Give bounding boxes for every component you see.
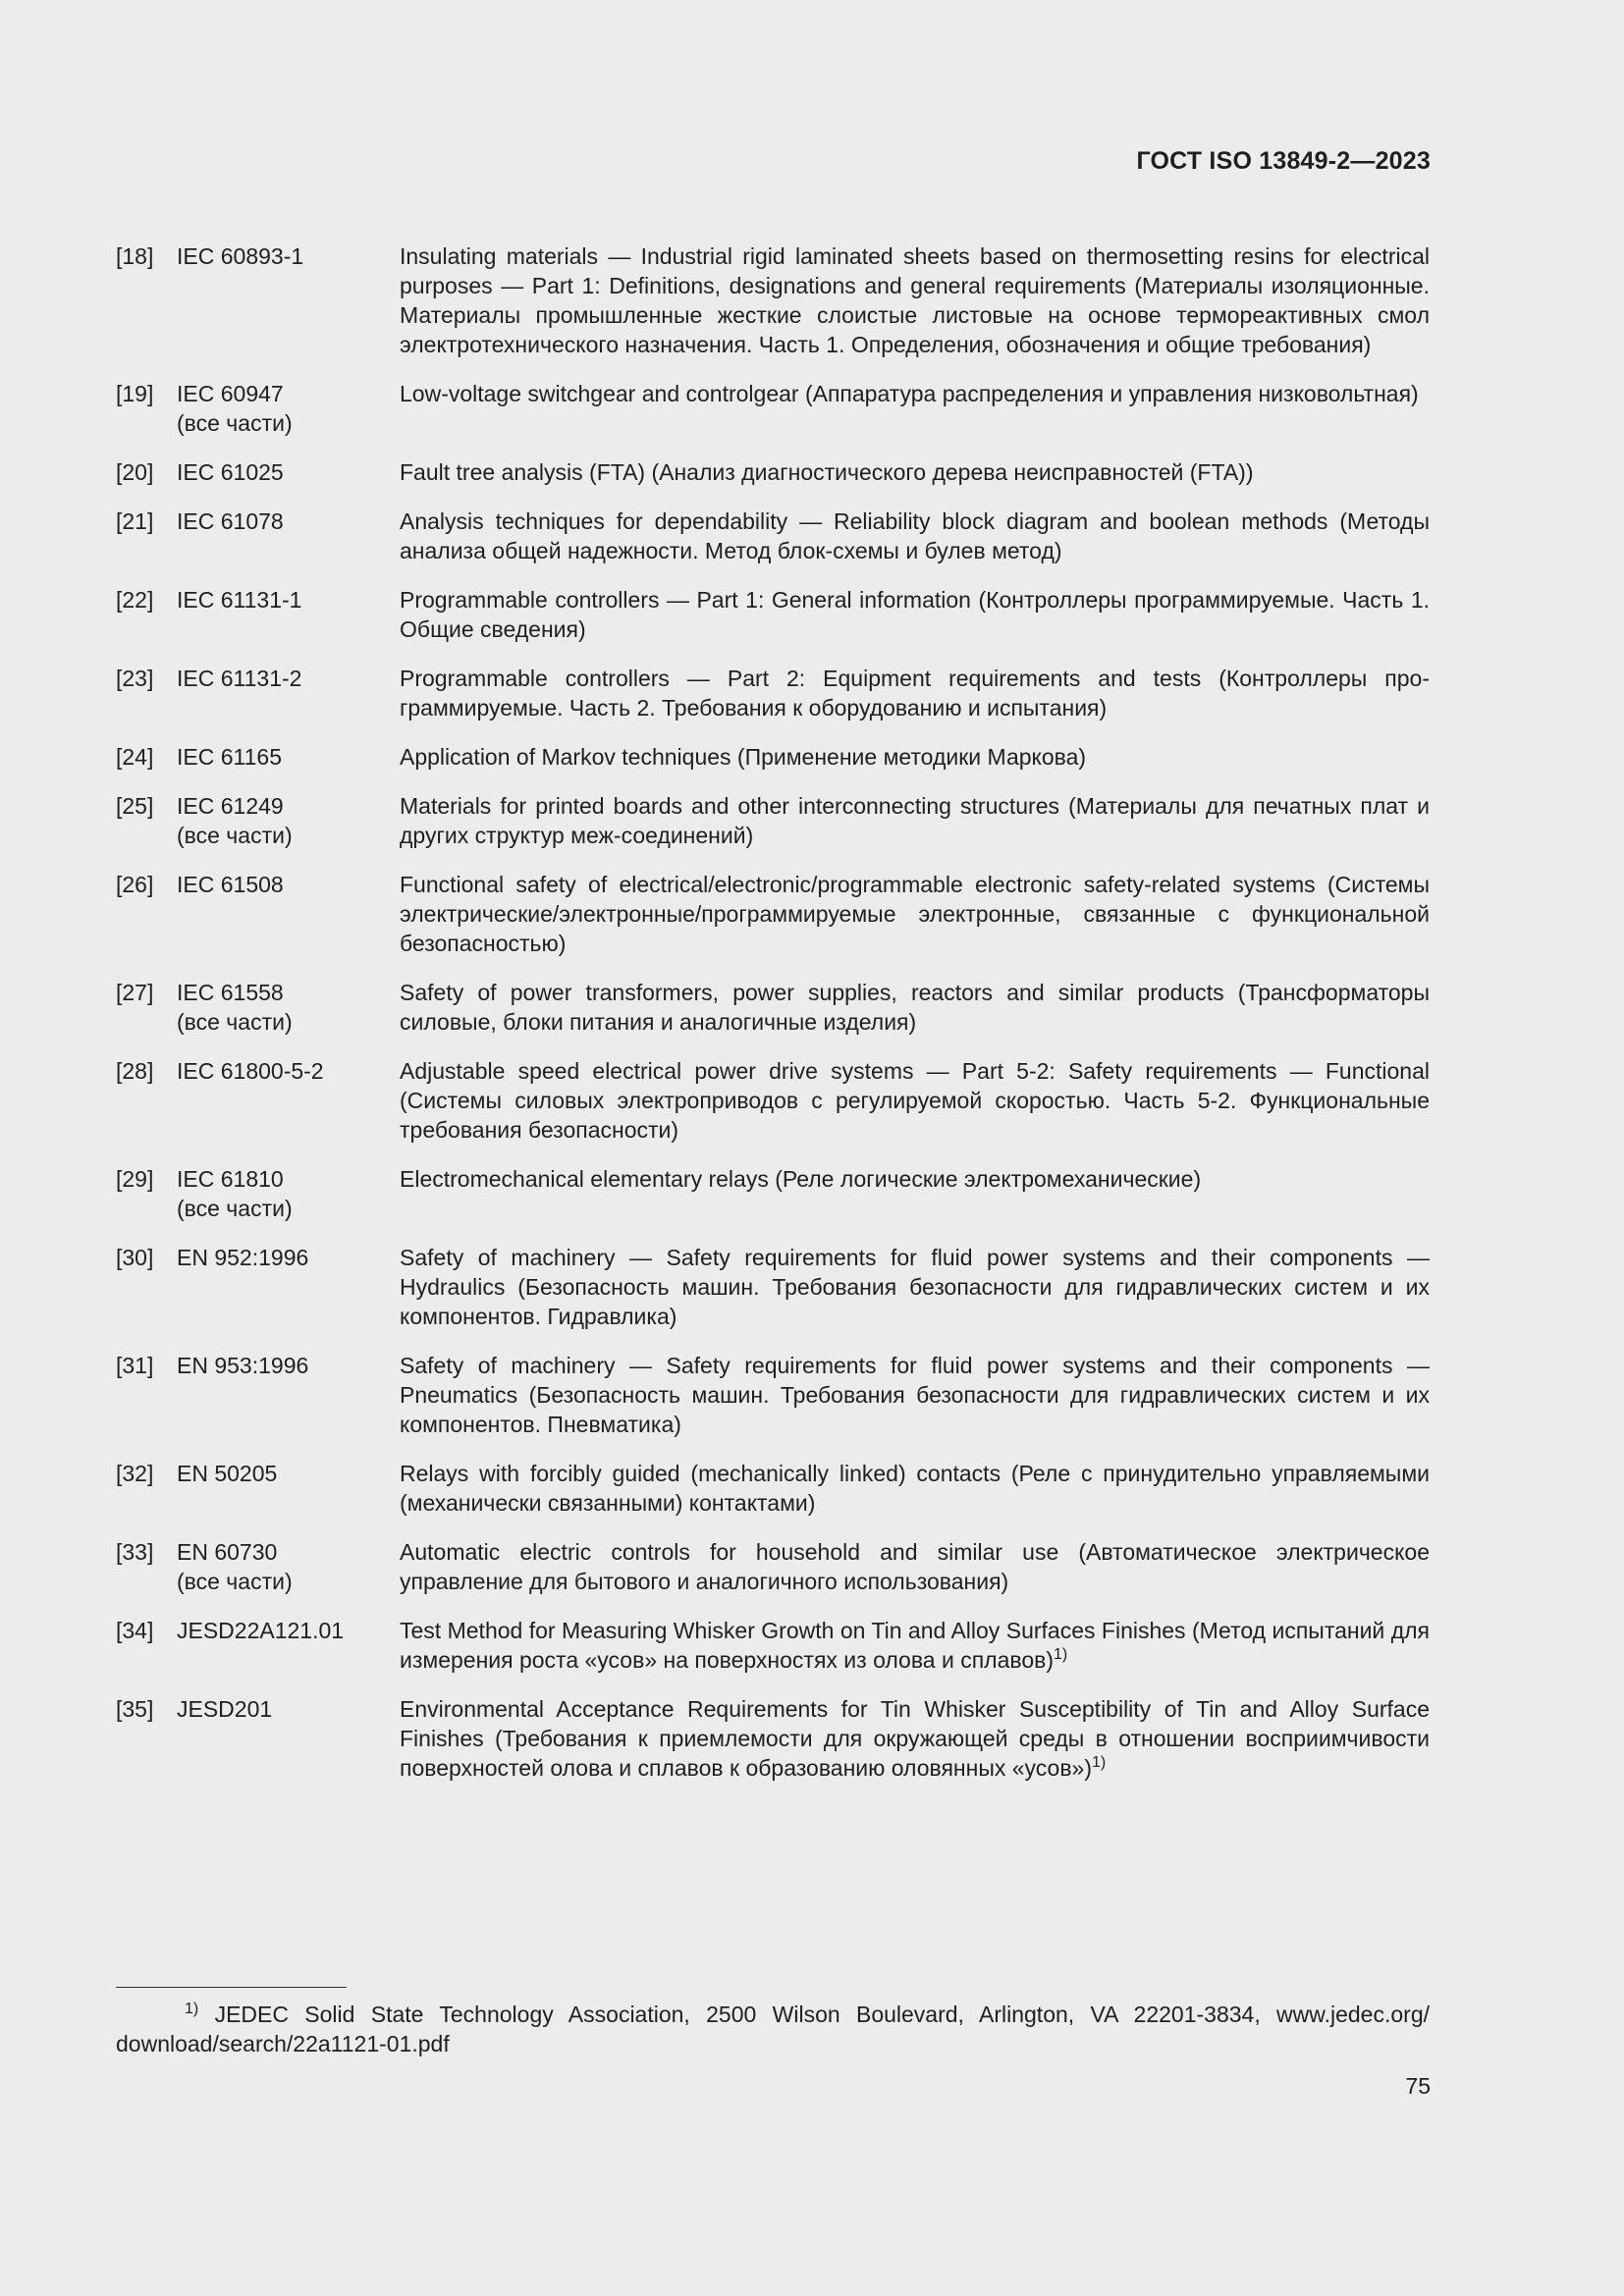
footnote xyxy=(116,2000,1430,2058)
footnote-reference: 1) xyxy=(1054,1646,1068,1663)
entry-title-text: Functional safety of electrical/electronic/programmable electronic safety-related systems (Системы электрические/электронные/программируемые электронные, связанные с функциональной безопасностью) xyxy=(400,872,1430,956)
bibliography-entry xyxy=(116,379,1430,438)
document-header-title: ГОСТ ISO 13849-2—2023 xyxy=(1136,147,1431,175)
entry-title-text: Safety of power transformers, power supplies, reactors and similar products (Трансформаторы силовые, блоки питания и аналогичные изделия) xyxy=(400,980,1430,1035)
bibliography-entry xyxy=(116,1459,1430,1518)
entry-title-text: Analysis techniques for dependability — Reliability block diagram and boolean methods (Методы анализа общей надежности. Метод блок-схемы и булев метод) xyxy=(400,508,1430,563)
entry-standard-code: JESD22A121.01 xyxy=(177,1618,345,1643)
bibliography-entry xyxy=(116,1694,1430,1783)
entry-title xyxy=(400,1351,1430,1439)
bibliography-entry xyxy=(116,978,1430,1037)
bibliography-entry xyxy=(116,1243,1430,1331)
entry-number: [31] xyxy=(116,1353,154,1378)
entry-title xyxy=(400,1694,1430,1783)
bibliography-entry xyxy=(116,791,1430,850)
entry-title xyxy=(400,241,1430,359)
entry-title xyxy=(400,1056,1430,1145)
entry-title-text: Test Method for Measuring Whisker Growth on Tin and Alloy Surfaces Finishes (Метод испытаний для измерения роста «усов» на поверхностях из олова и сплавов) xyxy=(400,1618,1430,1673)
entry-standard-code: IEC 61800-5-2 xyxy=(177,1058,324,1084)
entry-standard-code: EN 953:1996 xyxy=(177,1353,309,1378)
entry-standard-code: IEC 61249 (все части) xyxy=(177,793,293,848)
entry-standard-code: EN 60730 (все части) xyxy=(177,1539,293,1594)
bibliography-entry xyxy=(116,1351,1430,1439)
entry-number: [22] xyxy=(116,587,154,613)
entry-number: [33] xyxy=(116,1539,154,1565)
entry-title xyxy=(400,742,1430,772)
entry-title xyxy=(400,664,1430,722)
entry-number: [25] xyxy=(116,793,154,819)
entry-title-text: Materials for printed boards and other interconnecting structures (Материалы для печатных плат и других структур меж-соединений) xyxy=(400,793,1430,848)
entry-number: [34] xyxy=(116,1618,154,1643)
entry-number: [27] xyxy=(116,980,154,1005)
entry-number: [21] xyxy=(116,508,154,534)
entry-standard-code: IEC 61131-1 xyxy=(177,587,302,613)
entry-standard-code: IEC 61508 xyxy=(177,872,284,897)
entry-number: [29] xyxy=(116,1166,154,1192)
entry-number: [28] xyxy=(116,1058,154,1084)
bibliography-entry xyxy=(116,1056,1430,1145)
entry-standard-code: JESD201 xyxy=(177,1696,273,1722)
bibliography-entry xyxy=(116,507,1430,565)
bibliography-entry xyxy=(116,585,1430,644)
entry-standard-code: EN 952:1996 xyxy=(177,1245,309,1270)
entry-title xyxy=(400,507,1430,565)
entry-title-text: Insulating materials — Industrial rigid laminated sheets based on thermosetting resins for electrical purposes — Part 1: Definitions, designations and general requirements (Материалы изоляционные. Материалы промышленные жесткие слоистые листовые на основе термореактивных смол электротехнического назначения. Часть 1. Определения, обозначения и общие требования) xyxy=(400,243,1430,357)
entry-standard-code: IEC 60893-1 xyxy=(177,243,304,269)
footnote-marker: 1) xyxy=(185,2001,199,2017)
bibliography-entry xyxy=(116,241,1430,359)
footnote-separator xyxy=(116,1987,347,1988)
entry-title-text: Safety of machinery — Safety requirements for fluid power systems and their components — Pneumatics (Безопасность машин. Требования безопасности для гидравлических систем и их компонентов. Пневматика) xyxy=(400,1353,1430,1437)
entry-title xyxy=(400,1164,1430,1223)
entry-standard-code: IEC 61025 xyxy=(177,459,284,485)
entry-title xyxy=(400,870,1430,958)
entry-number: [20] xyxy=(116,459,154,485)
bibliography-entry xyxy=(116,1537,1430,1596)
entry-title-text: Relays with forcibly guided (mechanically linked) contacts (Реле с принудительно управляемыми (механически связанными) контактами) xyxy=(400,1461,1430,1516)
entry-title-text: Safety of machinery — Safety requirements for fluid power systems and their components — Hydraulics (Безопасность машин. Требования безопасности для гидравлических систем и их компонентов. Гидравлика) xyxy=(400,1245,1430,1329)
entry-number: [30] xyxy=(116,1245,154,1270)
entry-title xyxy=(400,978,1430,1037)
bibliography-entry xyxy=(116,1164,1430,1223)
entry-number: [18] xyxy=(116,243,154,269)
entry-title-text: Programmable controllers — Part 1: General information (Контроллеры программируемые. Часть 1. Общие сведения) xyxy=(400,587,1430,642)
entry-title xyxy=(400,1616,1430,1675)
bibliography-list xyxy=(116,241,1430,1802)
entry-number: [32] xyxy=(116,1461,154,1486)
entry-number: [23] xyxy=(116,666,154,691)
entry-title xyxy=(400,791,1430,850)
entry-title-text: Environmental Acceptance Requirements for Tin Whisker Susceptibility of Tin and Alloy Surface Finishes (Требования к приемлемости для окружающей среды в отношении восприимчивости поверхностей олова и сплавов к образованию оловянных «усов») xyxy=(400,1696,1430,1781)
entry-title-text: Adjustable speed electrical power drive systems — Part 5-2: Safety requirements — Functional (Системы силовых электроприводов с регулируемой скоростью. Часть 5-2. Функциональные требования безопасности) xyxy=(400,1058,1430,1143)
bibliography-entry xyxy=(116,1616,1430,1675)
entry-title xyxy=(400,379,1430,438)
entry-title xyxy=(400,1537,1430,1596)
entry-title xyxy=(400,585,1430,644)
entry-number: [26] xyxy=(116,872,154,897)
entry-title-text: Fault tree analysis (FTA) (Анализ диагностического дерева неисправностей (FTA)) xyxy=(400,459,1254,485)
entry-standard-code: IEC 61131-2 xyxy=(177,666,302,691)
entry-title xyxy=(400,1243,1430,1331)
bibliography-entry xyxy=(116,457,1430,487)
entry-standard-code: IEC 60947 (все части) xyxy=(177,381,293,436)
bibliography-entry xyxy=(116,870,1430,958)
entry-standard-code: EN 50205 xyxy=(177,1461,278,1486)
entry-standard-code: IEC 61165 xyxy=(177,744,282,770)
footnote-text: JEDEC Solid State Technology Association, 2500 Wilson Boulevard, Arlington, VA 22201-3834, www.jedec.org/ download/search/22a1121-01.pdf xyxy=(116,2002,1430,2056)
entry-title-text: Programmable controllers — Part 2: Equipment requirements and tests (Контроллеры программируемые. Часть 2. Требования к оборудованию и испытания) xyxy=(400,666,1430,721)
entry-title-text: Application of Markov techniques (Применение методики Маркова) xyxy=(400,744,1087,770)
entry-title xyxy=(400,457,1430,487)
footnote-reference: 1) xyxy=(1092,1754,1107,1771)
entry-standard-code: IEC 61558 (все части) xyxy=(177,980,293,1035)
bibliography-entry xyxy=(116,664,1430,722)
entry-title-text: Low-voltage switchgear and controlgear (Аппаратура распределения и управления низковольтная) xyxy=(400,381,1419,406)
entry-title xyxy=(400,1459,1430,1518)
entry-standard-code: IEC 61078 xyxy=(177,508,284,534)
entry-title-text: Electromechanical elementary relays (Реле логические электромеханические) xyxy=(400,1166,1202,1192)
entry-title-text: Automatic electric controls for household and similar use (Автоматическое электрическое управление для бытового и аналогичного использования) xyxy=(400,1539,1430,1594)
page-number: 75 xyxy=(1405,2073,1431,2099)
entry-number: [35] xyxy=(116,1696,154,1722)
entry-standard-code: IEC 61810 (все части) xyxy=(177,1166,293,1221)
bibliography-entry xyxy=(116,742,1430,772)
entry-number: [19] xyxy=(116,381,154,406)
entry-number: [24] xyxy=(116,744,154,770)
